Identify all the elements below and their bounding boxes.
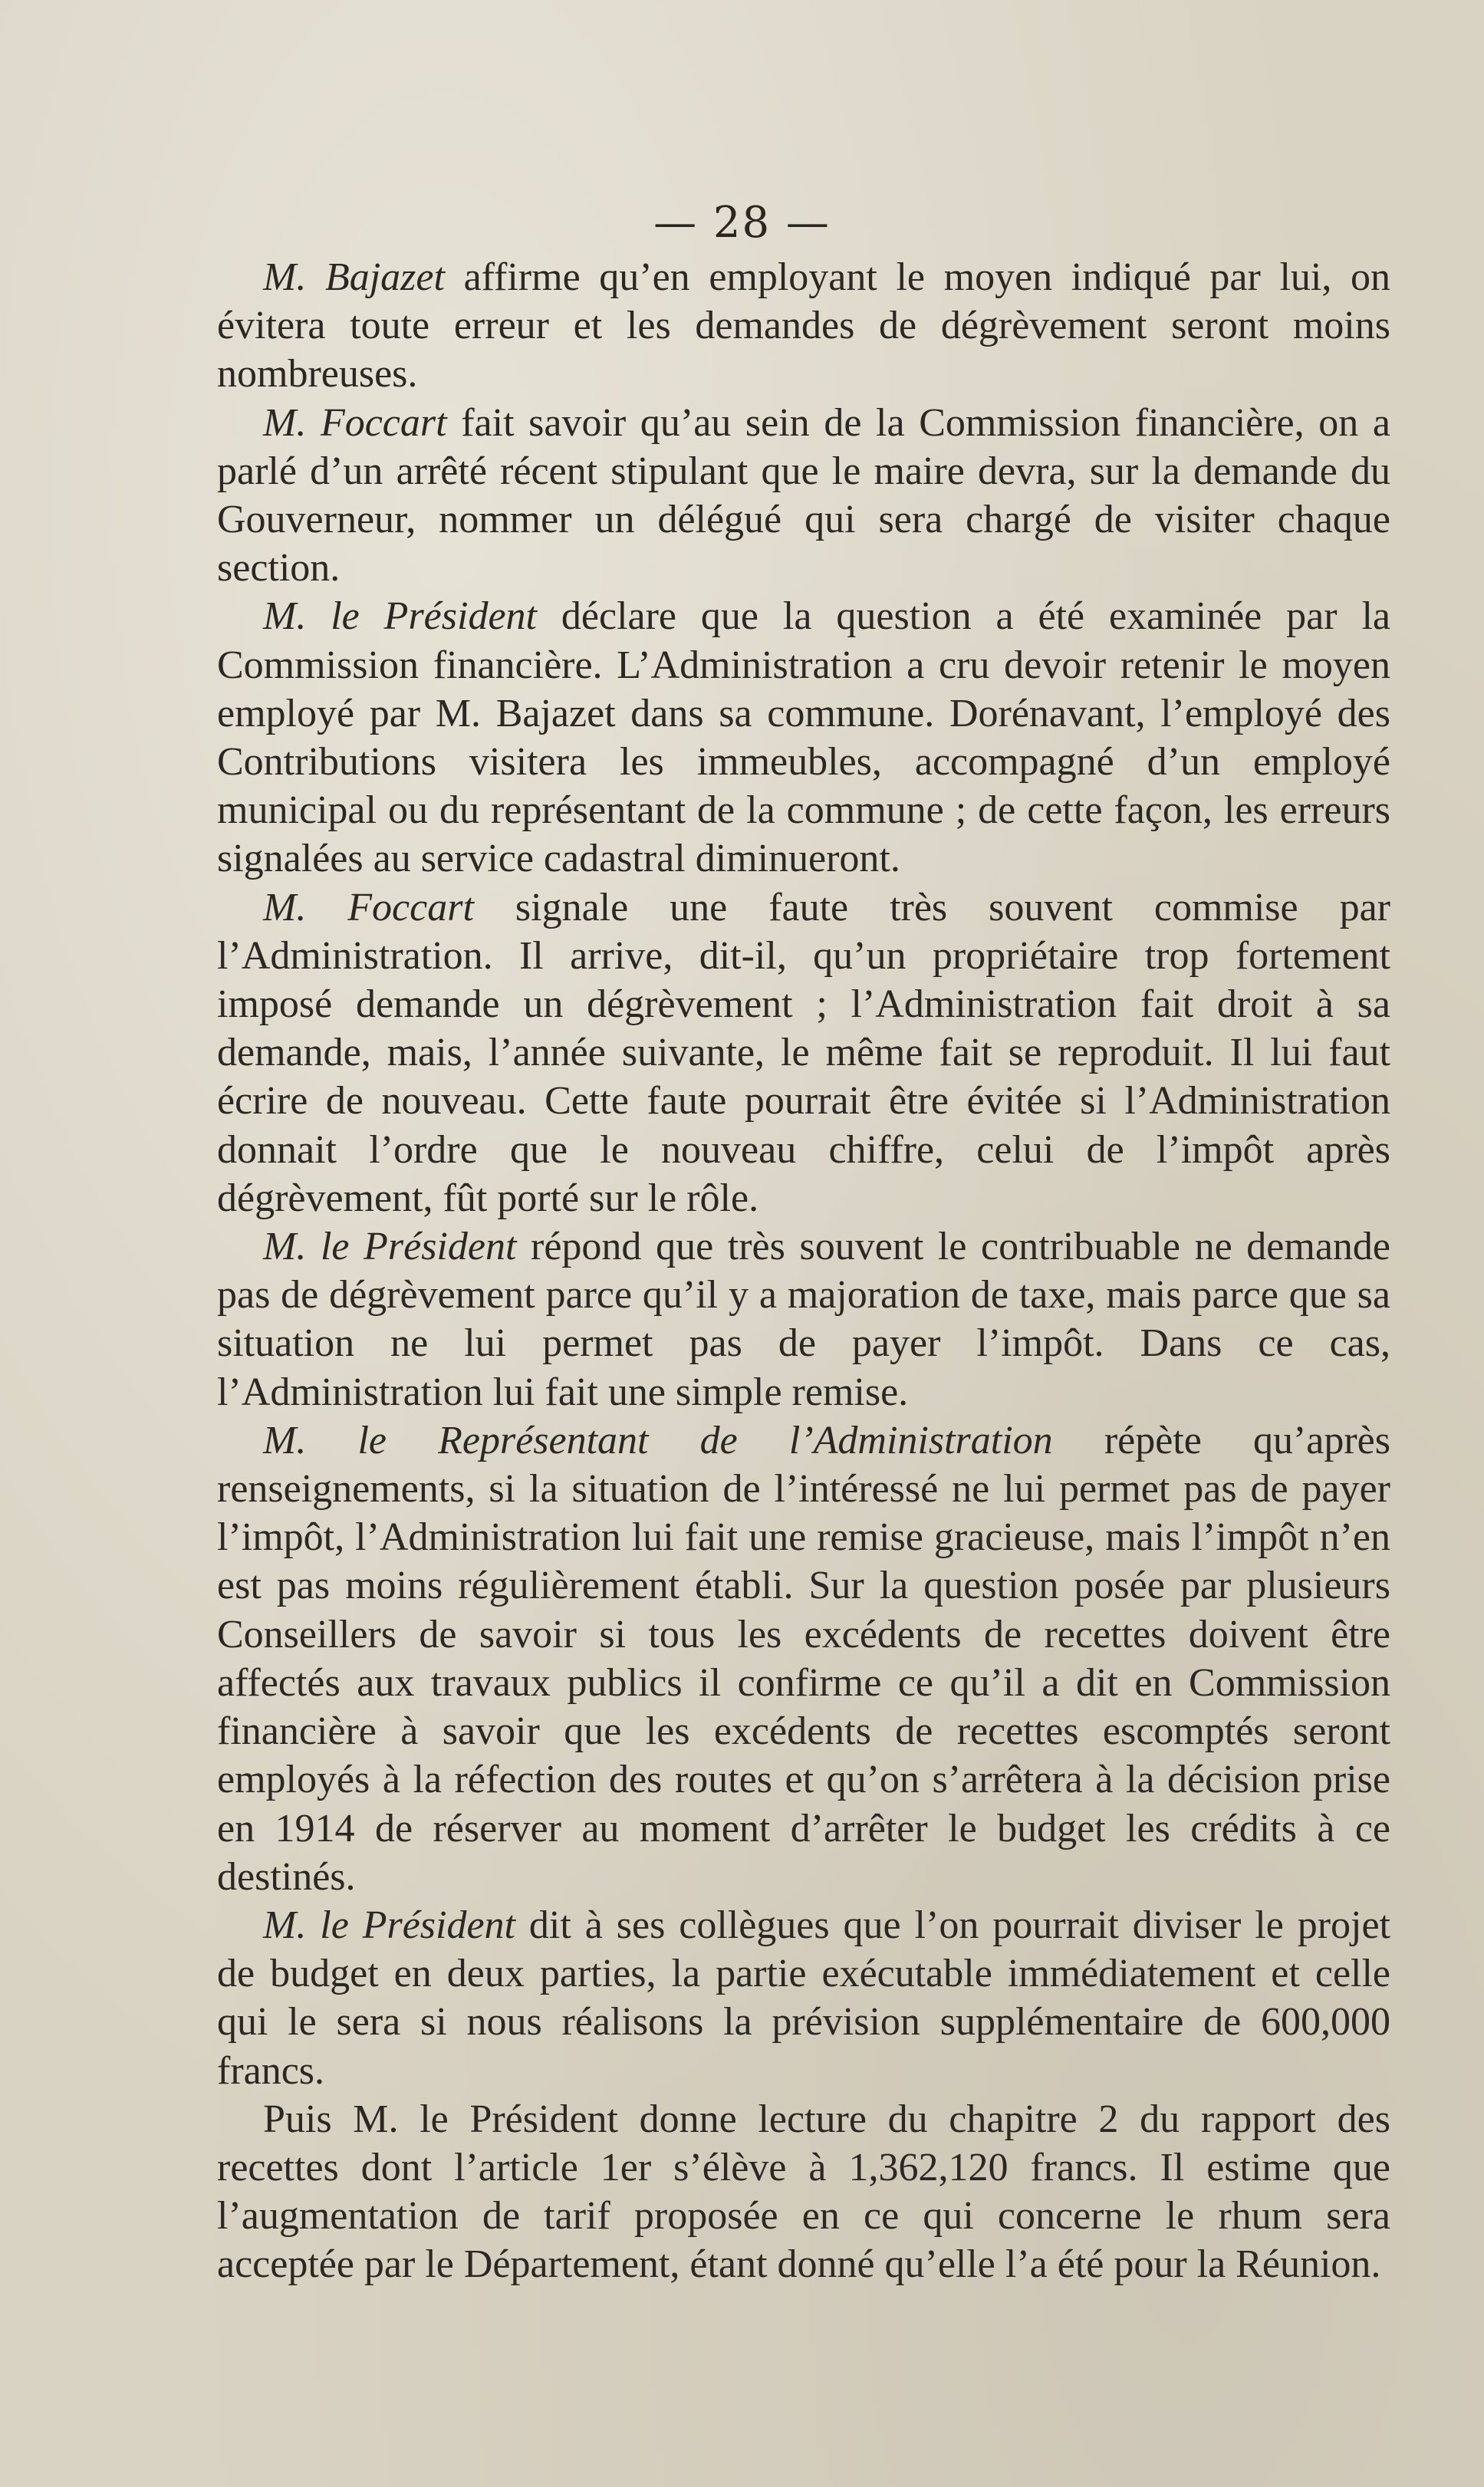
paragraph-text: répond que très souvent le contribuable ne demande pas de dégrèvement parce qu’il y a majoration de taxe, mais parce que sa situation ne lui permet pas de payer l’impôt. Dans ce cas, l’Administration lui fait une simple remise. bbox=[217, 1225, 1390, 1414]
speaker-name: M. le Président bbox=[263, 1903, 515, 1947]
speaker-name: M. Bajazet bbox=[263, 255, 445, 299]
paragraph bbox=[217, 2095, 1390, 2289]
paragraph-text: répète qu’après renseignements, si la situation de l’intéressé ne lui permet pas de payer l’impôt, l’Administration lui fait une remise gracieuse, mais l’impôt n’en est pas moins régulièrement établi. Sur la question posée par plusieurs Conseillers de savoir si tous les excédents de recettes doivent être affectés aux travaux publics il confirme ce qu’il a dit en Commission financière à savoir que les excédents de recettes escomptés seront employés à la réfection des routes et qu’on s’arrêtera à la décision prise en 1914 de réserver au moment d’arrêter le budget les crédits à ce destinés. bbox=[217, 1418, 1390, 1899]
paragraph-text: fait savoir qu’au sein de la Commission financière, on a parlé d’un arrêté récent stipulant que le maire devra, sur la demande du Gouverneur, nommer un délégué qui sera chargé de visiter chaque section. bbox=[217, 400, 1390, 590]
paragraph-text: affirme qu’en employant le moyen indiqué par lui, on évitera toute erreur et les demandes de dégrèvement seront moins nombreuses. bbox=[217, 255, 1390, 396]
speaker-name: M. Foccart bbox=[263, 400, 447, 445]
paragraph bbox=[217, 253, 1390, 399]
paragraph bbox=[217, 592, 1390, 883]
paragraph bbox=[217, 883, 1390, 1222]
paragraph-text: signale une faute très souvent commise par l’Administration. Il arrive, dit-il, qu’un propriétaire trop fortement imposé demande un dégrèvement ; l’Administration fait droit à sa demande, mais, l’année suivante, le même fait se reproduit. Il lui faut écrire de nouveau. Cette faute pourrait être évitée si l’Administration donnait l’ordre que le nouveau chiffre, celui de l’impôt après dégrèvement, fût porté sur le rôle. bbox=[217, 885, 1390, 1220]
paragraph bbox=[217, 1222, 1390, 1416]
paragraph-text: déclare que la question a été examinée par la Commission financière. L’Administration a cru devoir retenir le moyen employé par M. Bajazet dans sa commune. Dorénavant, l’employé des Contributions visitera les immeubles, accompagné d’un employé municipal ou du représentant de la commune ; de cette façon, les erreurs signalées au service cadastral diminueront. bbox=[217, 594, 1390, 881]
page-number: — 28 — bbox=[653, 198, 831, 248]
document-body bbox=[217, 253, 1390, 2289]
paragraph-text: dit à ses collègues que l’on pourrait diviser le projet de budget en deux parties, la partie exécutable immédiatement et celle qui le sera si nous réalisons la prévision supplémentaire de 600,000 francs. bbox=[217, 1903, 1390, 2093]
speaker-name: M. le Président bbox=[263, 594, 537, 639]
paragraph-text: Puis M. le Président donne lecture du chapitre 2 du rapport des recettes dont l’article 1er s’élève à 1,362,120 francs. Il estime que l’augmentation de tarif proposée en ce qui concerne le rhum sera acceptée par le Département, étant donné qu’elle l’a été pour la Réunion. bbox=[217, 2097, 1390, 2287]
paragraph bbox=[217, 399, 1390, 593]
paragraph bbox=[217, 1901, 1390, 2095]
speaker-name: M. le Représentant de l’Administration bbox=[263, 1418, 1053, 1462]
speaker-name: M. Foccart bbox=[263, 885, 474, 929]
speaker-name: M. le Président bbox=[263, 1225, 517, 1269]
paragraph bbox=[217, 1416, 1390, 1901]
